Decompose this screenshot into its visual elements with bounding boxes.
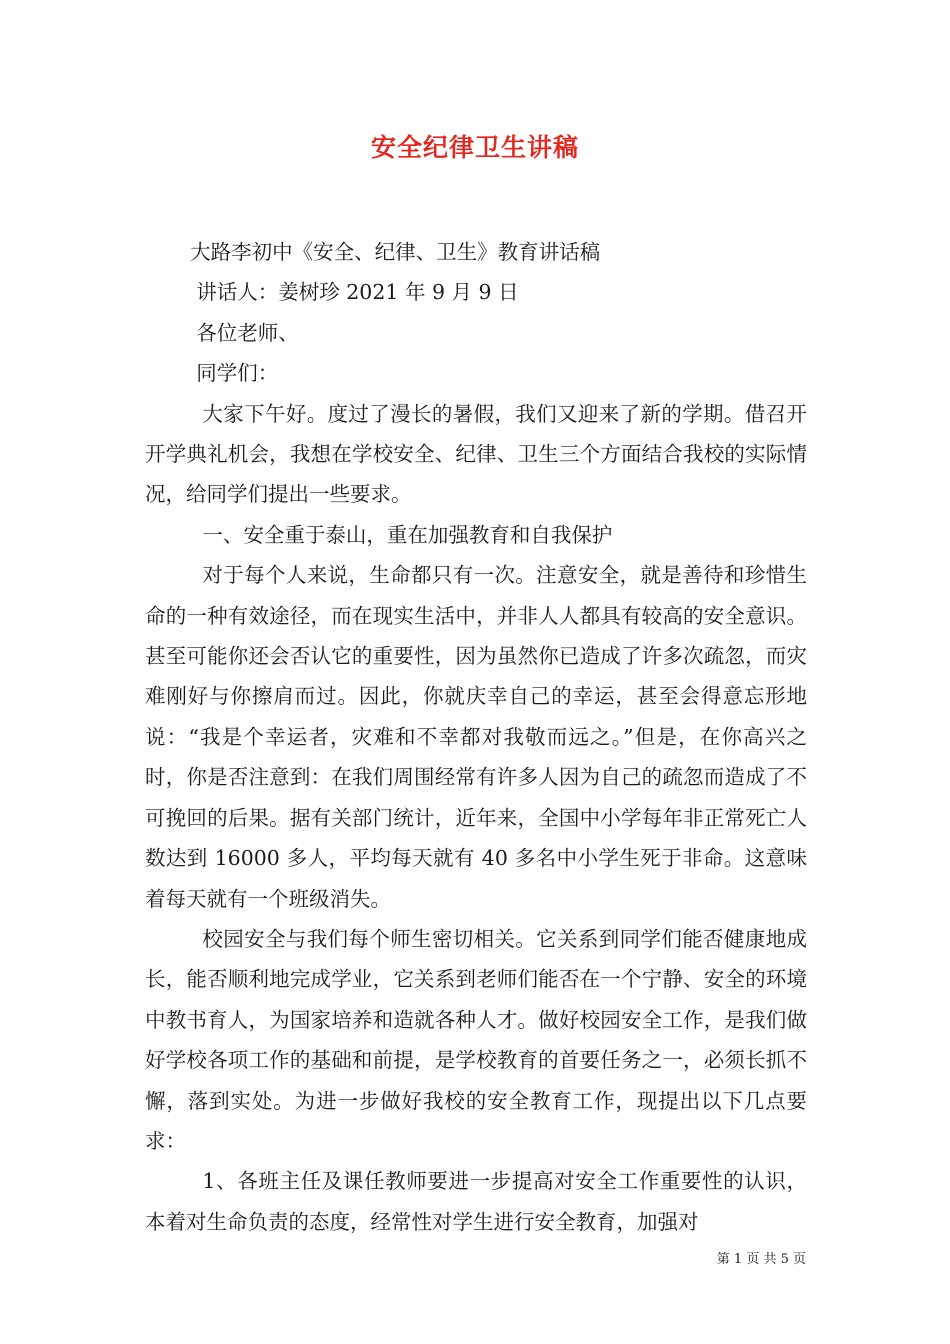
document-title: 安全纪律卫生讲稿 xyxy=(370,133,579,162)
paragraph-speaker: 讲话人：姜树珍 2021 年 9 月 9 日 xyxy=(196,280,519,305)
page-footer: 第 1 页 共 5 页 xyxy=(716,1252,806,1267)
paragraph-section-heading: 一、安全重于泰山，重在加强教育和自我保护 xyxy=(202,522,613,547)
paragraph-greeting-teachers: 各位老师、 xyxy=(196,320,299,345)
paragraph-requirement-1: 1、各班主任及课任教师要进一步提高对安全工作重要性的认识，本着对生命负责的态度，经常性对学生进行安全教育，加强对 xyxy=(145,1169,807,1234)
paragraph-campus-safety: 校园安全与我们每个师生密切相关。它关系到同学们能否健康地成长，能否顺利地完成学业，它关系到老师们能否在一个宁静、安全的环境中教书育人，为国家培养和造就各种人才。做好校园安全工作，是我们做好学校各项工作的基础和前提，是学校教育的首要任务之一，必须长抓不懈，落到实处。为进一步做好我校的安全教育工作，现提出以下几点要求： xyxy=(145,926,807,1153)
paragraph-safety: 对于每个人来说，生命都只有一次。注意安全，就是善待和珍惜生命的一种有效途径，而在现实生活中，并非人人都具有较高的安全意识。甚至可能你还会否认它的重要性，因为虽然你已造成了许多次疏忽，而灾难刚好与你擦肩而过。因此，你就庆幸自己的幸运，甚至会得意忘形地说：“我是个幸运者，灾难和不幸都对我敬而远之。”但是，在你高兴之时，你是否注意到：在我们周围经常有许多人因为自己的疏忽而造成了不可挽回的后果。据有关部门统计，近年来，全国中小学每年非正常死亡人数达到 16000 多人，平均每天就有 40 多名中小学生死于非命。这意味着每天就有一个班级消失。 xyxy=(145,563,807,911)
paragraph-intro: 大家下午好。度过了漫长的暑假，我们又迎来了新的学期。借召开开学典礼机会，我想在学校安全、纪律、卫生三个方面结合我校的实际情况，给同学们提出一些要求。 xyxy=(145,401,807,507)
paragraph-heading-line: 大路李初中《安全、纪律、卫生》教育讲话稿 xyxy=(190,240,601,264)
document-body xyxy=(145,232,807,1242)
paragraph-greeting-students: 同学们： xyxy=(196,361,279,386)
